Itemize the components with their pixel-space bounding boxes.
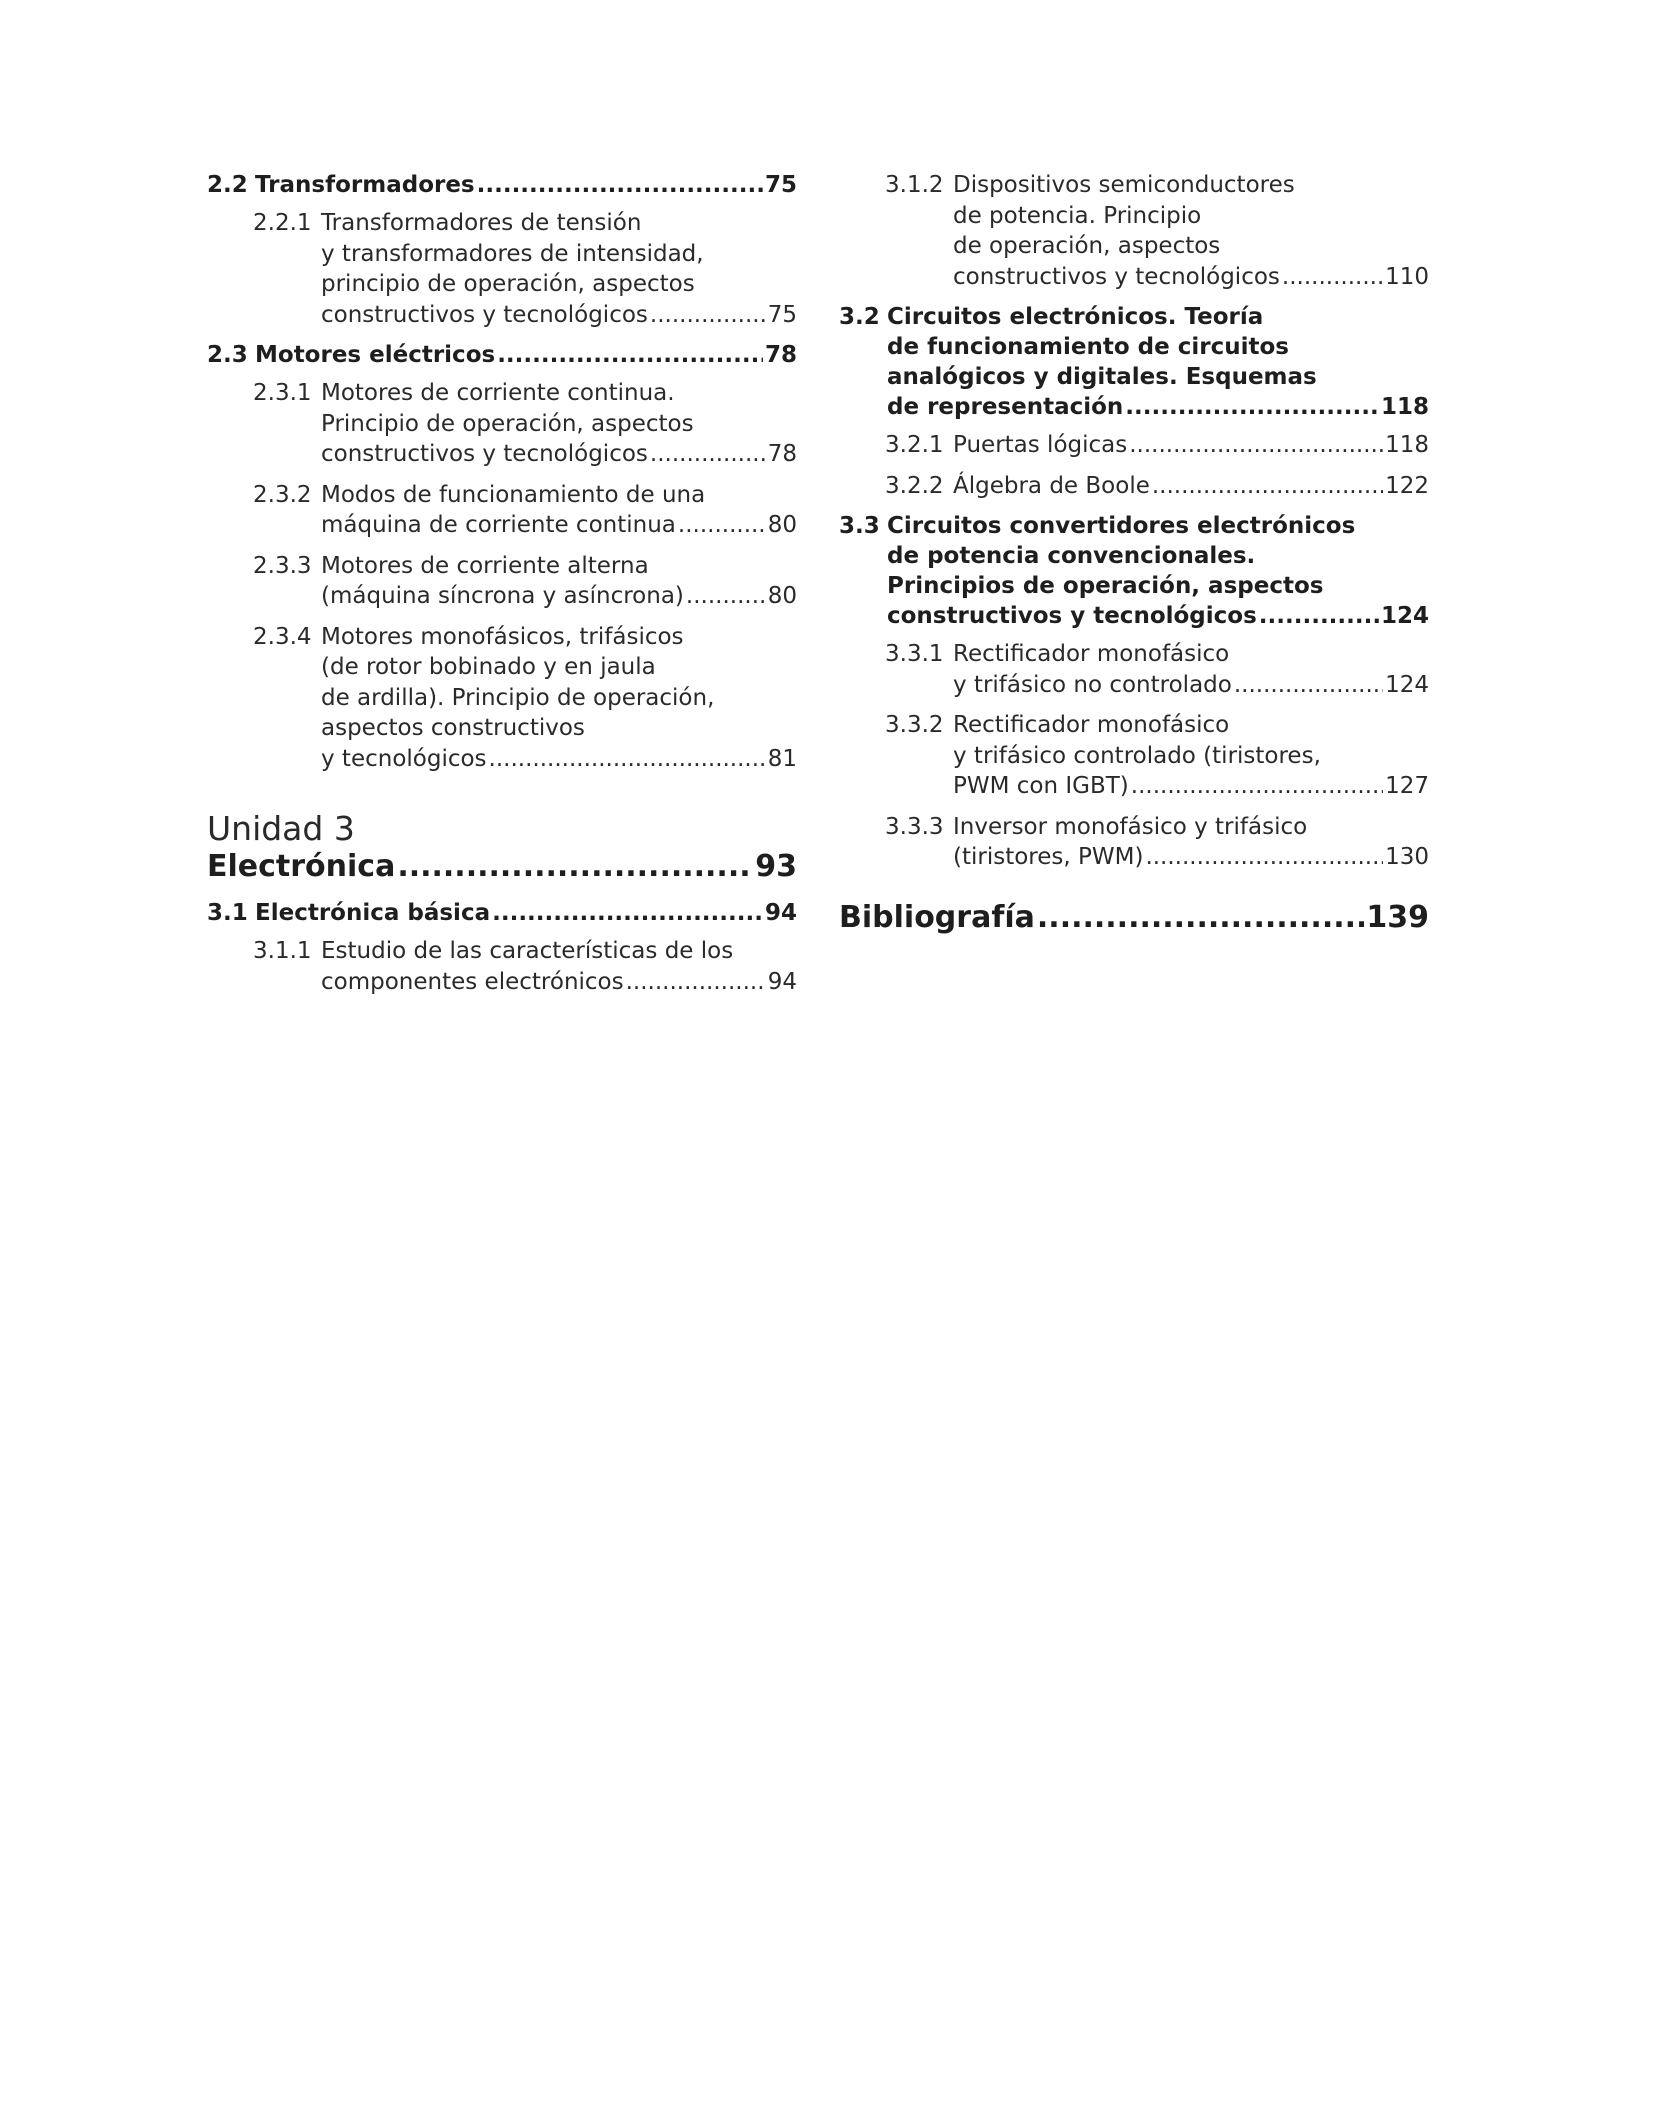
page-number: 78 <box>764 342 797 368</box>
section-number: 2.2.1 <box>253 210 312 236</box>
toc-entry-2-3[interactable] <box>207 340 797 370</box>
page-number: 118 <box>1380 394 1429 420</box>
section-title-line: (tiristores, PWM) <box>953 844 1144 870</box>
section-number: 3.3.3 <box>885 813 944 840</box>
toc-entry-3-1-1[interactable] <box>207 936 797 997</box>
page-number: 94 <box>764 900 797 926</box>
section-title-line: constructivos y tecnológicos <box>953 263 1280 290</box>
toc-entry-2-3-3[interactable] <box>207 551 797 612</box>
section-number: 3.2 <box>839 304 880 330</box>
section-title-line: y trifásico no controlado <box>953 671 1232 698</box>
section-title-line: de ardilla). Principio de operación, <box>321 684 715 711</box>
section-title: Motores eléctricos <box>255 342 496 368</box>
section-title-line: constructivos y tecnológicos <box>321 301 648 328</box>
page-number: 78 <box>767 441 797 467</box>
section-title-line: y transformadores de intensidad, <box>321 240 704 267</box>
toc-entry-3-3-3[interactable] <box>839 812 1429 873</box>
toc-entry-3-1-2[interactable] <box>839 170 1429 292</box>
section-number: 2.3.3 <box>253 552 312 579</box>
bibliography-title: Bibliografía <box>839 899 1035 935</box>
section-number: 2.2 <box>207 172 248 198</box>
section-title-line: máquina de corriente continua <box>321 512 676 538</box>
toc-entry-2-2[interactable] <box>207 170 797 200</box>
page-number: 93 <box>755 849 797 884</box>
section-title-line: Rectificador monofásico <box>953 712 1230 738</box>
section-number: 3.3.1 <box>885 641 944 667</box>
section-title-line: aspectos constructivos <box>321 715 585 741</box>
page-number: 124 <box>1385 671 1429 698</box>
section-number: 3.3 <box>839 513 880 539</box>
section-title-line: de representación <box>887 394 1124 420</box>
page-number: 94 <box>767 968 797 995</box>
section-title-line: y tecnológicos <box>321 745 487 772</box>
page-number: 127 <box>1385 773 1429 799</box>
section-title-line: de potencia convencionales. <box>887 543 1256 569</box>
section-number: 3.1 <box>207 900 248 926</box>
toc-entry-2-3-1[interactable] <box>207 378 797 470</box>
section-title-line: principio de operación, aspectos <box>321 271 695 297</box>
section-title-line: de funcionamiento de circuitos <box>887 334 1289 360</box>
toc-entry-3-2-2[interactable] <box>839 471 1429 502</box>
page-number: 81 <box>767 745 797 772</box>
section-number: 3.2.2 <box>885 472 944 499</box>
page-number: 75 <box>764 172 797 198</box>
section-title-line: Motores de corriente alterna <box>321 552 649 579</box>
toc-entry-2-2-1[interactable] <box>207 208 797 330</box>
section-number: 3.2.1 <box>885 432 944 458</box>
section-title-line: Principios de operación, aspectos <box>887 573 1324 599</box>
section-number: 2.3.2 <box>253 481 312 508</box>
section-title: Transformadores <box>255 172 475 198</box>
toc-entry-3-2-1[interactable] <box>839 430 1429 461</box>
section-number: 2.3.4 <box>253 623 312 650</box>
section-title-line: constructivos y tecnológicos <box>321 441 648 467</box>
section-number: 3.3.2 <box>885 712 944 738</box>
section-title-line: Circuitos electrónicos. Teoría <box>887 304 1264 330</box>
page-number: 110 <box>1385 263 1429 290</box>
section-title-line: Motores monofásicos, trifásicos <box>321 623 684 650</box>
section-title-line: Puertas lógicas <box>953 432 1128 458</box>
section-title-line: (máquina síncrona y asíncrona) <box>321 583 684 609</box>
section-title-line: Circuitos convertidores electrónicos <box>887 513 1356 539</box>
toc-right-column <box>839 170 1429 937</box>
section-title-line: y trifásico controlado (tiristores, <box>953 742 1321 769</box>
section-number: 2.3 <box>207 342 248 368</box>
toc-entry-3-3-1[interactable] <box>839 639 1429 700</box>
section-title-line: Álgebra de Boole <box>953 472 1150 499</box>
section-title-line: Estudio de las características de los <box>321 938 734 964</box>
section-title-line: PWM con IGBT) <box>953 773 1129 799</box>
page-number: 139 <box>1366 899 1429 935</box>
section-title-line: Inversor monofásico y trifásico <box>953 813 1308 840</box>
toc-entry-2-3-4[interactable] <box>207 622 797 775</box>
toc-left-column <box>207 170 797 1007</box>
page-number: 118 <box>1385 432 1429 458</box>
page-number: 75 <box>767 301 797 328</box>
toc-entry-3-2[interactable] <box>839 302 1429 422</box>
page-number: 122 <box>1385 472 1429 499</box>
section-title-line: Principio de operación, aspectos <box>321 410 694 437</box>
section-title-line: Motores de corriente continua. <box>321 380 675 406</box>
toc-chapter-electronica[interactable] <box>207 848 797 886</box>
section-title-line: Modos de funcionamiento de una <box>321 481 706 508</box>
section-title-line: componentes electrónicos <box>321 968 624 995</box>
toc-entry-3-3-2[interactable] <box>839 710 1429 802</box>
page-number: 124 <box>1380 603 1429 629</box>
section-title: Electrónica básica <box>255 900 491 926</box>
toc-entry-2-3-2[interactable] <box>207 480 797 541</box>
section-title-line: Rectificador monofásico <box>953 641 1230 667</box>
toc-entry-3-3[interactable] <box>839 511 1429 631</box>
page-number: 130 <box>1385 844 1429 870</box>
page-number: 80 <box>767 512 797 538</box>
page-number: 80 <box>767 583 797 609</box>
section-title-line: analógicos y digitales. Esquemas <box>887 364 1317 390</box>
section-title-line: constructivos y tecnológicos <box>887 603 1257 629</box>
toc-entry-3-1[interactable] <box>207 898 797 928</box>
section-title-line: de potencia. Principio <box>953 202 1202 229</box>
section-number: 2.3.1 <box>253 380 312 406</box>
chapter-title: Electrónica <box>207 849 396 884</box>
section-title-line: Dispositivos semiconductores <box>953 172 1295 198</box>
unit-label: Unidad 3 <box>207 809 355 848</box>
toc-entry-bibliografia[interactable] <box>839 899 1429 937</box>
section-title-line: de operación, aspectos <box>953 233 1221 259</box>
section-title-line: Transformadores de tensión <box>321 210 642 236</box>
section-title-line: (de rotor bobinado y en jaula <box>321 654 656 680</box>
section-number: 3.1.1 <box>253 938 312 964</box>
section-number: 3.1.2 <box>885 172 944 198</box>
